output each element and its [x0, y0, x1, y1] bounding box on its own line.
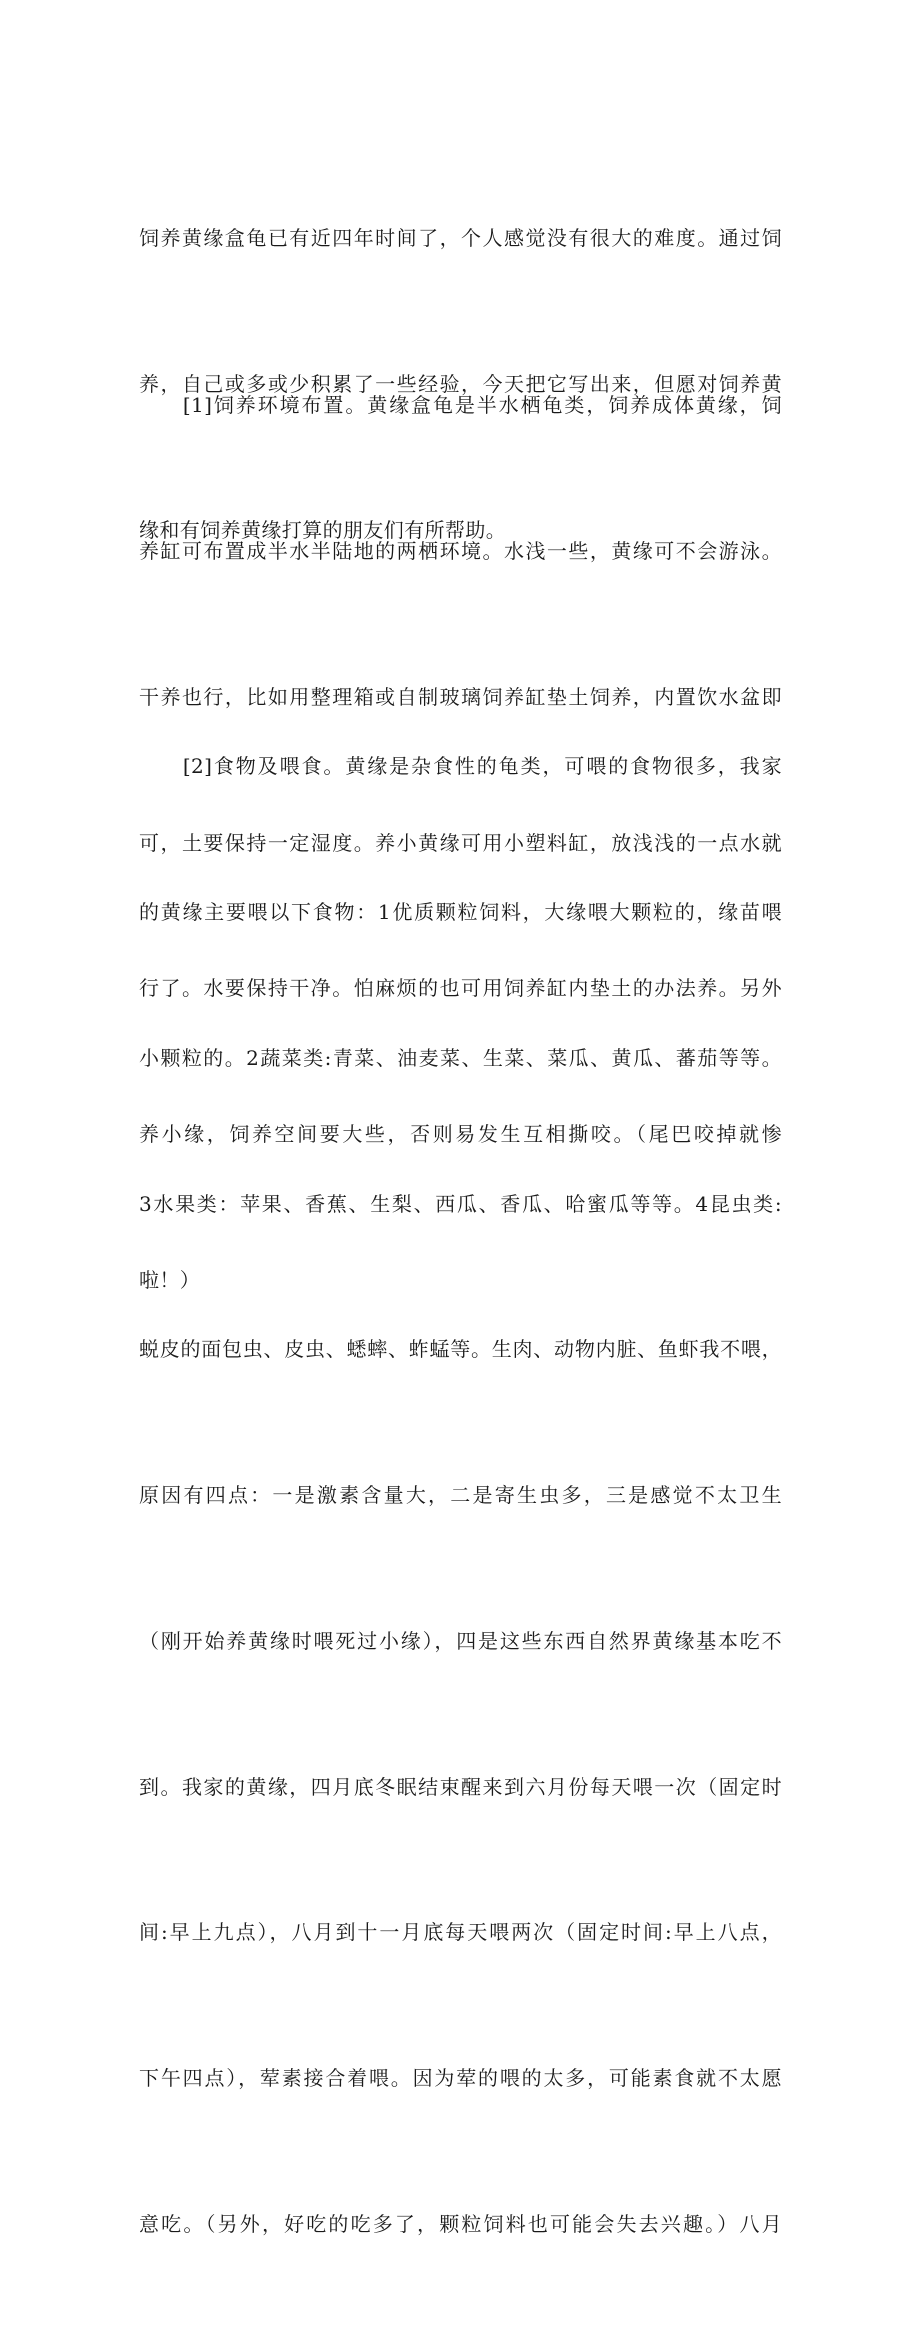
- text-line: 干养也行，比如用整理箱或自制玻璃饲养缸垫土饲养，内置饮水盆即: [139, 684, 782, 709]
- text-line: 啦！）: [139, 1267, 201, 1292]
- text-line: 3水果类：苹果、香蕉、生梨、西瓜、香瓜、哈蜜瓜等等。4昆虫类:: [139, 1191, 782, 1216]
- text-line: 原因有四点：一是激素含量大，二是寄生虫多，三是感觉不太卫生: [139, 1483, 782, 1508]
- text-line: 饲养黄缘盒龟已有近四年时间了，个人感觉没有很大的难度。通过饲: [139, 226, 782, 251]
- text-line: 蜕皮的面包虫、皮虫、蟋蟀、蚱蜢等。生肉、动物内脏、鱼虾我不喂，: [139, 1337, 782, 1362]
- text-line: （刚开始养黄缘时喂死过小缘），四是这些东西自然界黄缘基本吃不: [139, 1628, 782, 1653]
- text-line: 小颗粒的。2蔬菜类:青菜、油麦菜、生菜、菜瓜、黄瓜、蕃茄等等。: [139, 1045, 782, 1070]
- paragraph-food: [139, 645, 782, 2346]
- text-line: [1]饲养环境布置。黄缘盒龟是半水栖龟类，饲养成体黄缘，饲: [139, 393, 782, 418]
- text-line: 间:早上九点），八月到十一月底每天喂两次（固定时间:早上八点，: [139, 1920, 782, 1945]
- text-line: 行了。水要保持干净。怕麻烦的也可用饲养缸内垫土的办法养。另外: [139, 976, 782, 1001]
- text-line: 到。我家的黄缘，四月底冬眠结束醒来到六月份每天喂一次（固定时: [139, 1774, 782, 1799]
- text-line: 养缸可布置成半水半陆地的两栖环境。水浅一些，黄缘可不会游泳。: [139, 538, 782, 563]
- text-line: 养，自己或多或少积累了一些经验，今天把它写出来，但愿对饲养黄: [139, 371, 782, 396]
- text-line: 缘和有饲养黄缘打算的朋友们有所帮助。: [139, 517, 507, 542]
- text-line: 意吃。（另外，好吃的吃多了，颗粒饲料也可能会失去兴趣。）八月: [139, 2212, 782, 2236]
- text-line: [2]食物及喂食。黄缘是杂食性的龟类，可喂的食物很多，我家: [139, 754, 782, 779]
- text-line: 下午四点），荤素接合着喂。因为荤的喂的太多，可能素食就不太愿: [139, 2066, 782, 2091]
- text-line: 的黄缘主要喂以下食物：1优质颗粒饲料，大缘喂大颗粒的，缘苗喂: [139, 899, 782, 924]
- text-line: 养小缘，饲养空间要大些，否则易发生互相撕咬。（尾巴咬掉就惨: [139, 1122, 782, 1147]
- text-line: 可，土要保持一定湿度。养小黄缘可用小塑料缸，放浅浅的一点水就: [139, 830, 782, 855]
